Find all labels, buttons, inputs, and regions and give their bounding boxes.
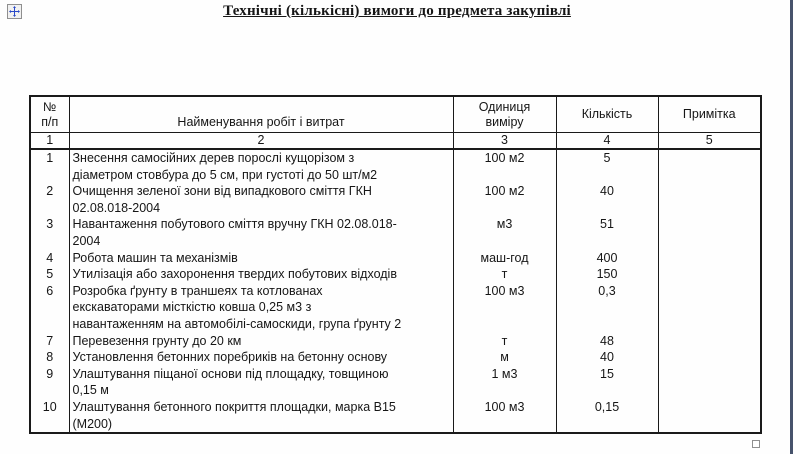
item-number: 3 xyxy=(30,216,69,249)
item-qty: 51 xyxy=(556,216,658,249)
column-numbers-row xyxy=(30,133,761,150)
item-unit: 1 м3 xyxy=(453,366,556,399)
item-description xyxy=(69,266,453,283)
item-number: 8 xyxy=(30,349,69,366)
col-header-unit: Одиниця виміру xyxy=(453,96,556,133)
item-number: 10 xyxy=(30,399,69,433)
table-row xyxy=(30,266,761,283)
page-title: Технічні (кількісні) вимоги до предмета закупівлі xyxy=(223,3,571,19)
table-row xyxy=(30,216,761,249)
col-header-qty: Кількість xyxy=(556,96,658,133)
item-unit: т xyxy=(453,266,556,283)
description-line: 02.08.018-2004 xyxy=(72,200,161,215)
item-note xyxy=(658,250,761,267)
item-unit: т xyxy=(453,333,556,350)
item-unit: 100 м2 xyxy=(453,183,556,216)
description-line: Улаштування бетонного покриття площадки, марка В15 xyxy=(72,399,396,414)
item-note xyxy=(658,349,761,366)
column-number: 3 xyxy=(453,133,556,150)
item-description xyxy=(69,366,453,399)
col-header-name: Найменування робіт і витрат xyxy=(69,96,453,133)
item-description xyxy=(69,399,453,433)
description-line: Установлення бетонних поребриків на бетонну основу xyxy=(72,350,388,365)
description-line: Перевезення грунту до 20 км xyxy=(72,333,242,348)
column-number: 1 xyxy=(30,133,69,150)
item-description xyxy=(69,349,453,366)
item-description xyxy=(69,216,453,249)
table-row xyxy=(30,333,761,350)
description-line: діаметром стовбура до 5 см, при густоті до 50 шт/м2 xyxy=(72,167,378,182)
col-header-num: № п/п xyxy=(30,96,69,133)
item-note xyxy=(658,283,761,333)
item-note xyxy=(658,399,761,433)
item-unit: маш-год xyxy=(453,250,556,267)
item-note xyxy=(658,266,761,283)
item-description xyxy=(69,283,453,333)
description-line: навантаженням на автомобілі-самоскиди, група ґрунту 2 xyxy=(72,316,402,331)
item-unit: 100 м2 xyxy=(453,149,556,183)
requirements-table xyxy=(29,95,762,434)
item-note xyxy=(658,216,761,249)
item-qty: 400 xyxy=(556,250,658,267)
item-number: 2 xyxy=(30,183,69,216)
page-edge-line xyxy=(790,0,793,454)
item-qty: 40 xyxy=(556,183,658,216)
table-row xyxy=(30,183,761,216)
item-unit: м xyxy=(453,349,556,366)
item-qty: 48 xyxy=(556,333,658,350)
description-line: Очищення зеленої зони від випадкового сміття ГКН xyxy=(72,184,372,199)
item-note xyxy=(658,149,761,183)
description-line: екскаваторами місткістю ковша 0,25 м3 з xyxy=(72,300,312,315)
item-unit: м3 xyxy=(453,216,556,249)
table-row xyxy=(30,399,761,433)
description-line: Улаштування піщаної основи під площадку, товщиною xyxy=(72,366,389,381)
item-unit: 100 м3 xyxy=(453,399,556,433)
column-number: 5 xyxy=(658,133,761,150)
description-line: Робота машин та механізмів xyxy=(72,250,238,265)
column-number: 2 xyxy=(69,133,453,150)
description-line: (М200) xyxy=(72,416,113,431)
description-line: 2004 xyxy=(72,233,101,248)
column-number: 4 xyxy=(556,133,658,150)
item-number: 1 xyxy=(30,149,69,183)
table-resize-handle[interactable] xyxy=(752,440,760,448)
item-note xyxy=(658,366,761,399)
item-description xyxy=(69,333,453,350)
item-note xyxy=(658,183,761,216)
description-line: 0,15 м xyxy=(72,383,109,398)
item-qty: 15 xyxy=(556,366,658,399)
item-qty: 0,3 xyxy=(556,283,658,333)
col-header-note: Примітка xyxy=(658,96,761,133)
description-line: Знесення самосійних дерев порослі кущорізом з xyxy=(72,151,355,165)
table-row xyxy=(30,250,761,267)
item-unit: 100 м3 xyxy=(453,283,556,333)
table-row xyxy=(30,349,761,366)
item-qty: 0,15 xyxy=(556,399,658,433)
item-qty: 40 xyxy=(556,349,658,366)
item-note xyxy=(658,333,761,350)
table-header-row xyxy=(30,96,761,133)
description-line: Навантаження побутового сміття вручну ГКН 02.08.018- xyxy=(72,217,397,232)
item-qty: 150 xyxy=(556,266,658,283)
item-description xyxy=(69,183,453,216)
item-number: 7 xyxy=(30,333,69,350)
table-row xyxy=(30,366,761,399)
item-number: 9 xyxy=(30,366,69,399)
table-row xyxy=(30,149,761,183)
item-number: 5 xyxy=(30,266,69,283)
table-row xyxy=(30,283,761,333)
item-number: 4 xyxy=(30,250,69,267)
item-description xyxy=(69,250,453,267)
item-number: 6 xyxy=(30,283,69,333)
description-line: Утилізація або захоронення твердих побутових відходів xyxy=(72,267,397,282)
item-qty: 5 xyxy=(556,149,658,183)
description-line: Розробка ґрунту в траншеях та котлованах xyxy=(72,283,323,298)
item-description xyxy=(69,149,453,183)
